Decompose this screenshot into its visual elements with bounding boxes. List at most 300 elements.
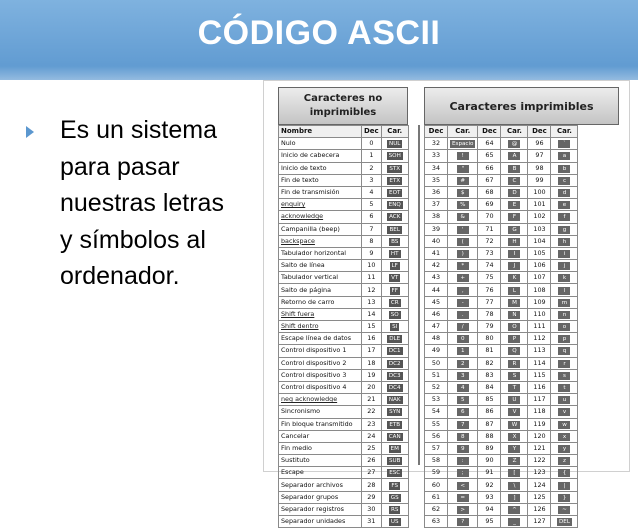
cell-car (501, 186, 528, 198)
table-row (425, 345, 578, 357)
cell-car (551, 491, 578, 503)
row-dec: 16 (362, 333, 382, 345)
cell-car-chip: ) (457, 250, 469, 258)
cell-car-chip: 3 (457, 372, 469, 380)
table-row (425, 162, 578, 174)
cell-car (448, 516, 478, 528)
row-name: Tabulador vertical (279, 272, 362, 284)
row-name: Control dispositivo 2 (279, 357, 362, 369)
cell-car (448, 467, 478, 479)
cell-car (448, 223, 478, 235)
cell-car (551, 430, 578, 442)
title-bar-highlight (0, 66, 638, 80)
row-car (381, 381, 408, 393)
table-row (425, 394, 578, 406)
cell-dec: 77 (478, 296, 501, 308)
row-dec: 12 (362, 284, 382, 296)
row-car (381, 211, 408, 223)
row-dec: 15 (362, 321, 382, 333)
cell-car (501, 345, 528, 357)
cell-dec: 85 (478, 394, 501, 406)
cell-dec: 33 (425, 150, 448, 162)
cell-car-chip: b (558, 165, 570, 173)
table-row (279, 321, 409, 333)
table-row (425, 199, 578, 211)
row-name: Escape línea de datos (279, 333, 362, 345)
row-car (381, 235, 408, 247)
cell-dec: 63 (425, 516, 448, 528)
cell-dec: 114 (528, 357, 551, 369)
cell-car-chip: D (508, 189, 520, 197)
cell-car-chip: B (508, 165, 520, 173)
cell-car-chip: ` (558, 140, 570, 148)
table-row (425, 296, 578, 308)
printable-table (424, 125, 578, 528)
cell-car-chip: g (558, 226, 570, 234)
row-dec: 25 (362, 442, 382, 454)
row-dec: 19 (362, 369, 382, 381)
cell-car (551, 296, 578, 308)
table-row (425, 357, 578, 369)
cell-dec: 123 (528, 467, 551, 479)
cell-dec: 126 (528, 503, 551, 515)
bullet-arrow-icon (26, 126, 34, 138)
table-row (425, 369, 578, 381)
slide-title: CÓDIGO ASCII (197, 14, 441, 52)
cell-car (448, 406, 478, 418)
row-car (381, 516, 408, 528)
cell-dec: 116 (528, 381, 551, 393)
cell-dec: 47 (425, 321, 448, 333)
cell-car (448, 442, 478, 454)
table-row (425, 260, 578, 272)
cell-car-chip: o (558, 323, 570, 331)
cell-dec: 94 (478, 503, 501, 515)
cell-car (448, 162, 478, 174)
cell-car-chip: U (508, 396, 520, 404)
cell-car (448, 333, 478, 345)
cell-car-chip: 2 (457, 360, 469, 368)
row-dec: 8 (362, 235, 382, 247)
cell-car-chip: k (558, 274, 570, 282)
cell-dec: 74 (478, 260, 501, 272)
cell-car (551, 186, 578, 198)
cell-car (501, 381, 528, 393)
cell-car-chip: p (558, 335, 570, 343)
cell-car (501, 138, 528, 150)
row-name: Fin medio (279, 442, 362, 454)
cell-dec: 34 (425, 162, 448, 174)
table-row (279, 418, 409, 430)
cell-car-chip: q (558, 347, 570, 355)
cell-dec: 103 (528, 223, 551, 235)
row-dec: 23 (362, 418, 382, 430)
cell-car-chip: T (508, 384, 520, 392)
cell-car (501, 369, 528, 381)
cell-car (501, 455, 528, 467)
table-row (279, 162, 409, 174)
cell-dec: 109 (528, 296, 551, 308)
cell-car-chip: 6 (457, 408, 469, 416)
printable-header: Caracteres imprimibles (424, 87, 619, 125)
cell-car-chip: * (457, 262, 469, 270)
cell-car (448, 174, 478, 186)
cell-dec: 41 (425, 247, 448, 259)
cell-car-chip: d (558, 189, 570, 197)
cell-car (551, 162, 578, 174)
row-car (381, 479, 408, 491)
cell-dec: 100 (528, 186, 551, 198)
cell-dec: 127 (528, 516, 551, 528)
col-dec-3: Dec (528, 126, 551, 138)
cell-car (448, 284, 478, 296)
table-row (425, 516, 578, 528)
row-dec: 29 (362, 491, 382, 503)
cell-car (448, 150, 478, 162)
row-dec: 22 (362, 406, 382, 418)
nonprintable-table (278, 125, 409, 528)
table-row (279, 455, 409, 467)
nonprintable-header (278, 87, 408, 125)
cell-car (501, 174, 528, 186)
cell-car (551, 381, 578, 393)
row-car-chip: BS (391, 238, 399, 245)
cell-dec: 102 (528, 211, 551, 223)
cell-car-chip: + (457, 274, 469, 282)
row-car (381, 247, 408, 259)
cell-dec: 95 (478, 516, 501, 528)
cell-car-chip: n (558, 311, 570, 319)
bullet-line-4: y símbolos al (60, 225, 206, 254)
cell-dec: 90 (478, 455, 501, 467)
cell-dec: 48 (425, 333, 448, 345)
cell-dec: 70 (478, 211, 501, 223)
cell-car-chip: Y (508, 445, 520, 453)
cell-dec: 54 (425, 406, 448, 418)
cell-car-chip: i (558, 250, 570, 258)
row-car-chip: CR (390, 299, 399, 306)
cell-car-chip: . (457, 311, 469, 319)
cell-car-chip: Espacio (452, 141, 474, 148)
row-dec: 27 (362, 467, 382, 479)
cell-car-chip: f (558, 213, 570, 221)
table-row (425, 321, 578, 333)
cell-car-chip: G (508, 226, 520, 234)
cell-dec: 92 (478, 479, 501, 491)
cell-dec: 108 (528, 284, 551, 296)
cell-dec: 45 (425, 296, 448, 308)
row-dec: 17 (362, 345, 382, 357)
row-car (381, 455, 408, 467)
cell-car-chip: " (457, 165, 469, 173)
row-name: Campanilla (beep) (279, 223, 362, 235)
cell-dec: 118 (528, 406, 551, 418)
cell-car-chip: F (508, 213, 520, 221)
row-name: Shift dentro (279, 321, 362, 333)
cell-dec: 40 (425, 235, 448, 247)
cell-car (551, 247, 578, 259)
row-name: acknowledge (279, 211, 362, 223)
cell-car (448, 296, 478, 308)
cell-car (448, 247, 478, 259)
cell-car-chip: P (508, 335, 520, 343)
cell-dec: 60 (425, 479, 448, 491)
cell-dec: 61 (425, 491, 448, 503)
cell-car (551, 308, 578, 320)
cell-car-chip: r (558, 360, 570, 368)
cell-car-chip: $ (457, 189, 469, 197)
cell-car-chip: , (457, 287, 469, 295)
cell-dec: 97 (528, 150, 551, 162)
row-name: Retorno de carro (279, 296, 362, 308)
cell-dec: 117 (528, 394, 551, 406)
cell-dec: 113 (528, 345, 551, 357)
cell-car-chip: 7 (457, 421, 469, 429)
table-row (279, 223, 409, 235)
cell-car-chip: 5 (457, 396, 469, 404)
table-row (279, 357, 409, 369)
cell-car-chip: ^ (508, 506, 520, 514)
cell-dec: 107 (528, 272, 551, 284)
cell-car (448, 260, 478, 272)
cell-dec: 86 (478, 406, 501, 418)
cell-car (501, 430, 528, 442)
row-name: Control dispositivo 4 (279, 381, 362, 393)
row-car (381, 357, 408, 369)
cell-dec: 73 (478, 247, 501, 259)
cell-dec: 111 (528, 321, 551, 333)
cell-dec: 37 (425, 199, 448, 211)
cell-car (501, 247, 528, 259)
cell-car (551, 357, 578, 369)
table-row (279, 199, 409, 211)
row-dec: 4 (362, 186, 382, 198)
cell-dec: 32 (425, 138, 448, 150)
cell-car (448, 479, 478, 491)
row-car-chip: SI (392, 324, 398, 331)
cell-dec: 96 (528, 138, 551, 150)
cell-dec: 52 (425, 381, 448, 393)
cell-car (501, 442, 528, 454)
table-row (279, 381, 409, 393)
cell-car-chip: z (558, 457, 570, 465)
cell-dec: 106 (528, 260, 551, 272)
cell-car-chip: @ (508, 140, 520, 148)
cell-car-chip: - (457, 299, 469, 307)
bullet-line-3: nuestras letras (60, 189, 224, 217)
table-row (279, 491, 409, 503)
row-car (381, 418, 408, 430)
cell-car (551, 406, 578, 418)
table-row (279, 406, 409, 418)
cell-car (448, 503, 478, 515)
cell-car-chip: } (558, 494, 570, 502)
cell-dec: 68 (478, 186, 501, 198)
cell-car-chip: W (508, 421, 520, 429)
cell-car (501, 284, 528, 296)
cell-car (448, 235, 478, 247)
row-name: neg acknowledge (279, 394, 362, 406)
row-car-chip: ACK (389, 214, 401, 221)
row-name: Inicio de cabecera (279, 150, 362, 162)
cell-dec: 39 (425, 223, 448, 235)
row-car-chip: FS (391, 482, 399, 489)
cell-dec: 75 (478, 272, 501, 284)
cell-car (501, 260, 528, 272)
row-car-chip: DC3 (388, 372, 401, 379)
cell-dec: 104 (528, 235, 551, 247)
cell-car-chip: J (508, 262, 520, 270)
cell-car (551, 394, 578, 406)
table-row (425, 138, 578, 150)
row-car-chip: US (390, 519, 399, 526)
cell-dec: 88 (478, 430, 501, 442)
cell-dec: 78 (478, 308, 501, 320)
table-row (425, 174, 578, 186)
row-dec: 1 (362, 150, 382, 162)
row-car (381, 308, 408, 320)
col-nombre: Nombre (279, 126, 362, 138)
cell-car-chip: Z (508, 457, 520, 465)
cell-dec: 64 (478, 138, 501, 150)
row-car-chip: HT (390, 250, 399, 257)
cell-car (501, 162, 528, 174)
cell-car (501, 235, 528, 247)
row-name: Separador unidades (279, 516, 362, 528)
table-row (425, 455, 578, 467)
table-row (279, 479, 409, 491)
cell-car (448, 455, 478, 467)
cell-car (551, 260, 578, 272)
row-car (381, 296, 408, 308)
cell-car-chip: E (508, 201, 520, 209)
cell-dec: 53 (425, 394, 448, 406)
cell-car (448, 381, 478, 393)
cell-dec: 57 (425, 442, 448, 454)
table-row (279, 442, 409, 454)
row-car-chip: ESC (389, 470, 401, 477)
cell-dec: 36 (425, 186, 448, 198)
row-dec: 11 (362, 272, 382, 284)
cell-car-chip: l (558, 287, 570, 295)
row-dec: 3 (362, 174, 382, 186)
cell-car-chip: I (508, 250, 520, 258)
cell-car-chip: v (558, 408, 570, 416)
row-dec: 30 (362, 503, 382, 515)
row-dec: 7 (362, 223, 382, 235)
cell-dec: 46 (425, 308, 448, 320)
nonprintable-body (279, 138, 409, 528)
row-car-chip: CAN (388, 433, 401, 440)
cell-car-chip: u (558, 396, 570, 404)
cell-car-chip: H (508, 238, 520, 246)
cell-car (551, 223, 578, 235)
cell-car (501, 418, 528, 430)
row-dec: 2 (362, 162, 382, 174)
table-row (425, 247, 578, 259)
cell-car-chip: w (558, 421, 570, 429)
row-dec: 14 (362, 308, 382, 320)
cell-car-chip: 8 (457, 433, 469, 441)
cell-car (448, 369, 478, 381)
row-car-chip: DC1 (388, 348, 401, 355)
cell-car (501, 308, 528, 320)
table-row (279, 260, 409, 272)
row-name: Sustituto (279, 455, 362, 467)
row-car (381, 442, 408, 454)
cell-car-chip: 9 (457, 445, 469, 453)
cell-car-chip: / (457, 323, 469, 331)
row-car-chip: EM (390, 445, 399, 452)
row-name: Fin de transmisión (279, 186, 362, 198)
cell-car-chip: K (508, 274, 520, 282)
cell-car (448, 394, 478, 406)
cell-car-chip: 1 (457, 347, 469, 355)
row-name: Separador archivos (279, 479, 362, 491)
cell-car (551, 479, 578, 491)
row-dec: 21 (362, 394, 382, 406)
cell-car-chip: { (558, 469, 570, 477)
cell-car (551, 235, 578, 247)
nonprintable-header-line1: Caracteres no (303, 93, 383, 104)
table-row (279, 394, 409, 406)
row-name: Fin bloque transmitido (279, 418, 362, 430)
row-dec: 18 (362, 357, 382, 369)
table-row (425, 333, 578, 345)
cell-car-chip: O (508, 323, 520, 331)
bullet-line-1: Es un sistema (60, 116, 218, 144)
cell-car (551, 516, 578, 528)
col-car-3: Car. (551, 126, 578, 138)
cell-dec: 72 (478, 235, 501, 247)
table-row (425, 430, 578, 442)
row-dec: 9 (362, 247, 382, 259)
row-car-chip: ETX (389, 177, 401, 184)
cell-car (501, 150, 528, 162)
cell-dec: 120 (528, 430, 551, 442)
cell-dec: 83 (478, 369, 501, 381)
cell-dec: 43 (425, 272, 448, 284)
cell-car (448, 186, 478, 198)
cell-car-chip: A (508, 152, 520, 160)
row-car (381, 394, 408, 406)
cell-dec: 51 (425, 369, 448, 381)
cell-car (501, 333, 528, 345)
cell-dec: 82 (478, 357, 501, 369)
cell-car-chip: X (508, 433, 520, 441)
table-row (425, 479, 578, 491)
row-car-chip: NAK (388, 397, 401, 404)
row-name: Salto de línea (279, 260, 362, 272)
table-row (279, 430, 409, 442)
col-dec-2: Dec (478, 126, 501, 138)
cell-dec: 67 (478, 174, 501, 186)
row-dec: 26 (362, 455, 382, 467)
table-row (279, 150, 409, 162)
row-name: Control dispositivo 3 (279, 369, 362, 381)
row-name: Shift fuera (279, 308, 362, 320)
bullet-line-5: ordenador. (60, 262, 180, 290)
cell-car (551, 272, 578, 284)
row-dec: 31 (362, 516, 382, 528)
row-car (381, 138, 408, 150)
row-name: Sincronismo (279, 406, 362, 418)
table-row (425, 235, 578, 247)
table-row (425, 284, 578, 296)
cell-car-chip: > (457, 506, 469, 514)
cell-dec: 35 (425, 174, 448, 186)
cell-dec: 50 (425, 357, 448, 369)
